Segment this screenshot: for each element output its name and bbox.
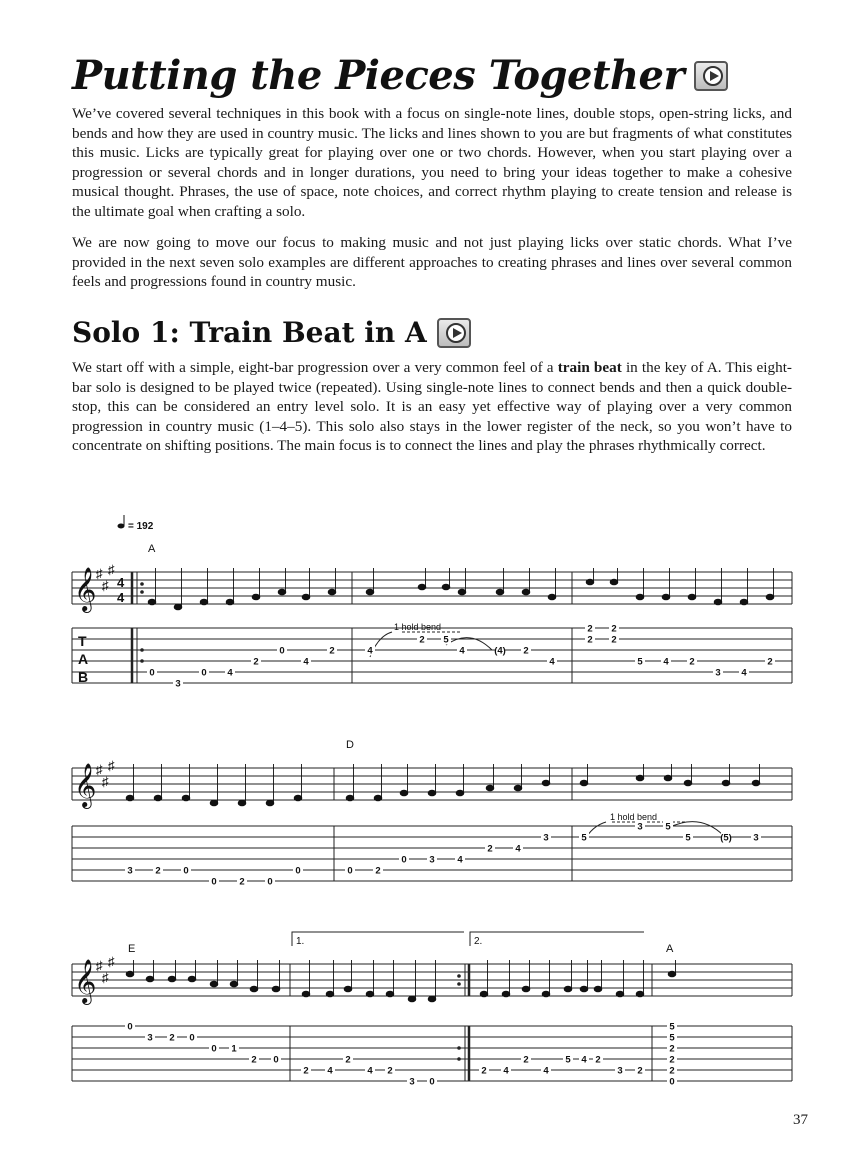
tab-fret-number: 3 — [127, 865, 133, 877]
quarter-note-icon — [118, 524, 125, 529]
notehead — [346, 795, 354, 801]
notehead — [740, 599, 748, 605]
notehead — [344, 986, 352, 992]
tab-fret-number: 2 — [595, 1054, 601, 1066]
tab-fret-number: 0 — [295, 865, 301, 877]
tab-fret-number: 4 — [581, 1054, 587, 1066]
tab-fret-number: 5 — [669, 1032, 675, 1044]
svg-text:♯: ♯ — [96, 958, 103, 973]
tab-fret-number: 2 — [303, 1065, 309, 1077]
tab-fret-number: 2 — [523, 1054, 529, 1066]
train-beat-term: train beat — [557, 359, 622, 376]
chord-symbol-a-final: A — [666, 943, 674, 955]
notehead — [564, 986, 572, 992]
notehead — [458, 589, 466, 595]
tab-fret-number: 2 — [689, 656, 695, 668]
notehead — [616, 991, 624, 997]
tab-fret-number: 0 — [429, 1076, 435, 1088]
tab-fret-number: 0 — [211, 876, 217, 888]
tab-fret-number: 2 — [669, 1065, 675, 1077]
notehead — [456, 790, 464, 796]
tab-fret-number: 3 — [617, 1065, 623, 1077]
svg-text:♯: ♯ — [96, 762, 103, 777]
bend-label: 1 hold bend — [394, 622, 442, 632]
notehead — [408, 996, 416, 1002]
notehead — [366, 991, 374, 997]
svg-text:4: 4 — [117, 575, 125, 590]
notehead — [442, 584, 450, 590]
notehead — [636, 991, 644, 997]
notehead — [714, 599, 722, 605]
tab-fret-number: 0 — [211, 1043, 217, 1055]
notehead — [548, 594, 556, 600]
tab-fret-number: 2 — [251, 1054, 257, 1066]
tab-fret-number: 0 — [669, 1076, 675, 1088]
notehead — [252, 594, 260, 600]
tab-fret-number: 4 — [303, 656, 309, 668]
tab-fret-number: (5) — [720, 832, 732, 844]
notehead — [688, 594, 696, 600]
tab-fret-number: 0 — [189, 1032, 195, 1044]
tab-letter-a: A — [78, 651, 89, 667]
repeat-dots — [140, 582, 461, 1061]
tab-fret-number: 2 — [481, 1065, 487, 1077]
notehead — [386, 991, 394, 997]
bend-label: 1 hold bend — [610, 812, 658, 822]
tab-fret-number: 0 — [273, 1054, 279, 1066]
tab-fret-number: 5 — [665, 821, 671, 833]
notehead — [542, 780, 550, 786]
chord-symbol-e: E — [128, 943, 136, 955]
notehead — [502, 991, 510, 997]
tab-fret-number: 5 — [565, 1054, 571, 1066]
notehead — [210, 800, 218, 806]
tab-fret-number: 0 — [401, 854, 407, 866]
svg-text:♯: ♯ — [96, 566, 103, 581]
notehead — [636, 775, 644, 781]
first-ending-label: 1. — [296, 936, 305, 947]
notehead — [126, 795, 134, 801]
notehead — [272, 986, 280, 992]
tab-fret-number: 2 — [669, 1043, 675, 1055]
tab-letter-t: T — [78, 633, 87, 649]
tab-fret-number: 5 — [685, 832, 691, 844]
system-1-staff — [72, 572, 792, 604]
tab-fret-number: 2 — [375, 865, 381, 877]
notehead — [148, 599, 156, 605]
tab-fret-number: 0 — [347, 865, 353, 877]
notehead — [182, 795, 190, 801]
system-3-tab-staff — [72, 1026, 792, 1081]
chord-symbol-a: A — [148, 543, 156, 555]
first-ending-bracket — [292, 932, 464, 946]
notehead — [126, 971, 134, 977]
notehead — [294, 795, 302, 801]
notehead — [154, 795, 162, 801]
solo-heading: Solo 1: Train Beat in A — [72, 316, 471, 349]
notehead — [496, 589, 504, 595]
system-3-staff — [72, 964, 792, 996]
tab-fret-numbers — [125, 624, 775, 1088]
notehead — [514, 785, 522, 791]
notehead — [580, 986, 588, 992]
treble-clef-icon: 𝄞 — [74, 765, 97, 807]
notehead — [752, 780, 760, 786]
notehead — [580, 780, 588, 786]
tab-fret-number: 5 — [581, 832, 587, 844]
notation-noteheads — [126, 568, 774, 1002]
tab-fret-number: (4) — [494, 645, 506, 657]
tab-fret-number: 2 — [669, 1054, 675, 1066]
svg-text:♯: ♯ — [108, 954, 115, 969]
notehead — [226, 599, 234, 605]
tab-fret-number: 2 — [523, 645, 529, 657]
notehead — [400, 790, 408, 796]
notehead — [684, 780, 692, 786]
notehead — [302, 594, 310, 600]
page-number: 37 — [793, 1112, 808, 1128]
notehead — [200, 599, 208, 605]
tab-fret-number: 4 — [663, 656, 669, 668]
tab-fret-number: 2 — [345, 1054, 351, 1066]
notehead — [486, 785, 494, 791]
notehead — [480, 991, 488, 997]
svg-text:♯: ♯ — [102, 578, 109, 593]
tab-fret-number: 2 — [487, 843, 493, 855]
second-ending-label: 2. — [474, 936, 483, 947]
system-1-tab-staff — [72, 628, 792, 683]
tab-fret-number: 4 — [367, 1065, 373, 1077]
tab-fret-number: 3 — [543, 832, 549, 844]
notehead — [168, 976, 176, 982]
chord-symbol-d: D — [346, 739, 354, 751]
tab-fret-number: 0 — [127, 1021, 133, 1033]
notehead — [326, 991, 334, 997]
notehead — [636, 594, 644, 600]
notehead — [366, 589, 374, 595]
tab-fret-number: 3 — [637, 821, 643, 833]
tab-fret-number: 3 — [409, 1076, 415, 1088]
key-signature-icon — [96, 562, 115, 985]
tab-fret-number: 4 — [227, 667, 233, 679]
notehead — [594, 986, 602, 992]
notehead — [238, 800, 246, 806]
notehead — [174, 604, 182, 610]
notehead — [766, 594, 774, 600]
tab-fret-number: 5 — [637, 656, 643, 668]
treble-clef-icon: 𝄞 — [74, 961, 97, 1003]
tab-fret-number: 4 — [503, 1065, 509, 1077]
tab-fret-number: 5 — [669, 1021, 675, 1033]
tab-fret-number: 2 — [637, 1065, 643, 1077]
notehead — [278, 589, 286, 595]
notehead — [542, 991, 550, 997]
intro-paragraph-1: We’ve covered several techniques in this book with a focus on single-note lines, double stops, open-string licks, and bends and how they are used in country music. The licks and lines shown to you are but fragments of what constitutes this music. Licks are typically great for playing over one or two chords. However, when you start playing over a progression or several chords and in longer durations, you need to bring your ideas together to make a cohesive musical thought. Phrases, the use of space, note choices, and correct rhythm playing to create tension and release is the ultimate goal when crafting a solo. — [72, 105, 792, 220]
time-signature-icon — [117, 575, 125, 605]
notehead — [374, 795, 382, 801]
solo-description: We start off with a simple, eight-bar progression over a very common feel of a train beat in the key of A. This eight-bar solo is designed to be played twice (repeated). Using single-note lines to connect bends and then a quick double-stop, this can be considered an entry level solo. It is an easy yet effective way of playing over a very common progression in country music (1–4–5). This solo also stays in the lower register of the neck, so you won’t have to concentrate on shifting positions. The main focus is to connect the lines and play the phrases rhythmically correct. — [72, 359, 792, 454]
tab-fret-number: 4 — [543, 1065, 549, 1077]
tab-fret-number: 2 — [253, 656, 259, 668]
tab-fret-number: 3 — [147, 1032, 153, 1044]
tab-fret-number: 3 — [753, 832, 759, 844]
tab-fret-number: 2 — [387, 1065, 393, 1077]
notehead — [610, 579, 618, 585]
tab-letter-b: B — [78, 669, 89, 685]
tab-fret-number: 4 — [515, 843, 521, 855]
notehead — [418, 584, 426, 590]
notehead — [662, 594, 670, 600]
tab-fret-number: 2 — [611, 623, 617, 635]
intro-paragraph-2: We are now going to move our focus to making music and not just playing licks over static chords. What I’ve provided in the next seven solo examples are different approaches to creating phrases and lines over several common feels and progressions found in country music. — [72, 234, 792, 290]
tab-fret-number: 4 — [457, 854, 463, 866]
tab-fret-number: 0 — [267, 876, 273, 888]
svg-text:♯: ♯ — [102, 970, 109, 985]
notehead — [522, 589, 530, 595]
notehead — [668, 971, 676, 977]
tab-fret-number: 4 — [327, 1065, 333, 1077]
notehead — [664, 775, 672, 781]
tab-fret-number: 4 — [459, 645, 465, 657]
tab-fret-number: 0 — [201, 667, 207, 679]
tab-fret-number: 2 — [767, 656, 773, 668]
notehead — [522, 986, 530, 992]
tempo-marking: = 192 — [128, 521, 154, 532]
tab-fret-number: 2 — [587, 623, 593, 635]
tab-fret-number: 2 — [611, 634, 617, 646]
notehead — [230, 981, 238, 987]
notehead — [722, 780, 730, 786]
treble-clef-icon: 𝄞 — [74, 569, 97, 611]
tab-fret-number: 5 — [443, 634, 449, 646]
tab-fret-number: 0 — [279, 645, 285, 657]
notehead — [586, 579, 594, 585]
tab-fret-number: 4 — [741, 667, 747, 679]
tab-fret-number: 0 — [183, 865, 189, 877]
svg-text:♯: ♯ — [102, 774, 109, 789]
notehead — [188, 976, 196, 982]
tab-fret-number: 2 — [155, 865, 161, 877]
notehead — [302, 991, 310, 997]
tab-fret-number: 2 — [329, 645, 335, 657]
tab-fret-number: 4 — [549, 656, 555, 668]
notehead — [210, 981, 218, 987]
notehead — [428, 790, 436, 796]
notehead — [250, 986, 258, 992]
tab-fret-number: 3 — [175, 678, 181, 690]
tab-fret-number: 1 — [231, 1043, 237, 1055]
tab-fret-number: 0 — [149, 667, 155, 679]
second-ending-bracket — [470, 932, 644, 946]
svg-text:♯: ♯ — [108, 562, 115, 577]
tab-fret-number: 3 — [715, 667, 721, 679]
notehead — [328, 589, 336, 595]
page-title: Putting the Pieces Together — [72, 52, 728, 99]
tab-fret-number: 2 — [587, 634, 593, 646]
svg-text:♯: ♯ — [108, 758, 115, 773]
svg-text:4: 4 — [117, 590, 125, 605]
tab-fret-number: 4 — [367, 645, 373, 657]
tab-fret-number: 2 — [169, 1032, 175, 1044]
tab-fret-number: 3 — [429, 854, 435, 866]
tab-fret-number: 2 — [239, 876, 245, 888]
notehead — [266, 800, 274, 806]
tab-fret-number: 2 — [419, 634, 425, 646]
notehead — [146, 976, 154, 982]
notehead — [428, 996, 436, 1002]
